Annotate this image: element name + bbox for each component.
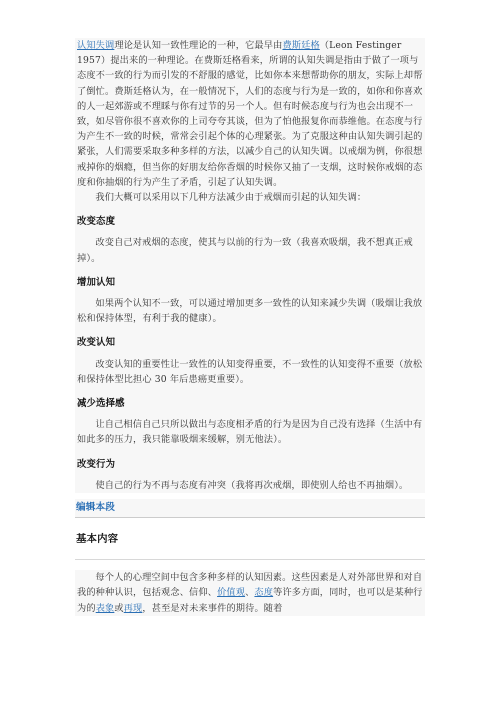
section-title: 基本内容 <box>76 533 119 546</box>
intro-block <box>75 38 425 493</box>
method-desc-3: 改变认知的重要性让一致性的认知变得重要，不一致性的认知变得不重要（放松和保持体型比担心 30 年后患癌更重要）。 <box>77 358 423 385</box>
method-term-5: 改变行为 <box>77 458 116 470</box>
basic-paragraph <box>77 570 423 616</box>
method-desc-2: 如果两个认知不一致，可以通过增加更多一致性的认知来减少失调（吸烟让我放松和保持体型，有利于我的健康）。 <box>77 298 423 325</box>
method-term-4: 减少选择感 <box>77 398 125 410</box>
basic-text-4: ，甚至是对未来事件的期待。随着 <box>142 602 283 614</box>
article-content <box>75 38 425 616</box>
basic-sep-1: 、 <box>245 587 255 599</box>
intro-text-2: （Leon Festinger 1957）提出来的一种理论。在费斯廷格看来，所谓的认知失调是指由于做了一项与态度不一致的行为而引发的不舒服的感觉，比如你本来想帮助你的朋友，实际上却帮了倒忙。费斯廷格认为，在一般情况下，人们的态度与行为是一致的，如你和你喜欢的人一起郊游或不理睬与你有过节的另一个人。但有时候态度与行为也会出现不一致，如尽管你很不喜欢你的上司夸夸其谈，但为了怕他报复你而恭维他。在态度与行为产生不一致的时候，常常会引起个体的心理紧张。为了克服这种由认知失调引起的紧张，人们需要采取多种多样的方法，以减少自己的认知失调。以戒烟为例，你很想戒掉你的烟瘾，但当你的好朋友给你香烟的时候你又抽了一支烟，这时候你戒烟的态度和你抽烟的行为产生了矛盾，引起了认知失调。 <box>77 40 423 188</box>
basic-block <box>75 570 425 616</box>
method-desc-1 <box>77 235 423 265</box>
method-desc-5: 使自己的行为不再与态度有冲突（我将再次戒烟，即使别人给也不再抽烟）。 <box>95 479 409 491</box>
intro-paragraph <box>77 38 423 190</box>
method-desc-4: 让自己相信自己只所以做出与态度相矛盾的行为是因为自己没有选择（生活中有如此多的压力，我只能靠吸烟来缓解，别无他法）。 <box>77 419 423 446</box>
basic-text-1: 每个人的心理空间中包含多种多样的认知因素。这些因素是人对外部世界和对自我的种种认识，包括观念、信仰、 <box>77 572 423 599</box>
basic-text-3: 或 <box>114 602 124 614</box>
section-divider <box>75 559 425 560</box>
intro-text-1: 理论是认知一致性理论的一种，它最早由 <box>114 40 283 51</box>
method-term-1: 改变态度 <box>77 216 116 228</box>
method-term-2: 增加认知 <box>77 276 116 288</box>
methods-lead: 我们大概可以采用以下几种方法减少由于戒烟而引起的认知失调： <box>95 192 367 204</box>
link-festinger[interactable]: 费斯廷格 <box>282 40 320 51</box>
edit-bar <box>75 499 425 518</box>
link-values[interactable]: 价值观 <box>217 587 246 599</box>
link-reproduce[interactable]: 再现 <box>123 602 143 614</box>
link-image[interactable]: 表象 <box>95 602 115 614</box>
edit-section-link[interactable]: 编辑本段 <box>76 502 115 514</box>
method-desc-1-text: 改变自己对戒烟的态度，使其与以前的行为一致（我喜欢吸烟，我不想真正戒掉）。 <box>77 237 413 264</box>
basic-text-2: 等许多方面，同时，也可以是某种行为的 <box>77 587 423 614</box>
link-attitude[interactable]: 态度 <box>254 587 274 599</box>
link-cognitive-dissonance[interactable]: 认知失调 <box>77 40 115 51</box>
method-term-3: 改变认知 <box>77 337 116 349</box>
